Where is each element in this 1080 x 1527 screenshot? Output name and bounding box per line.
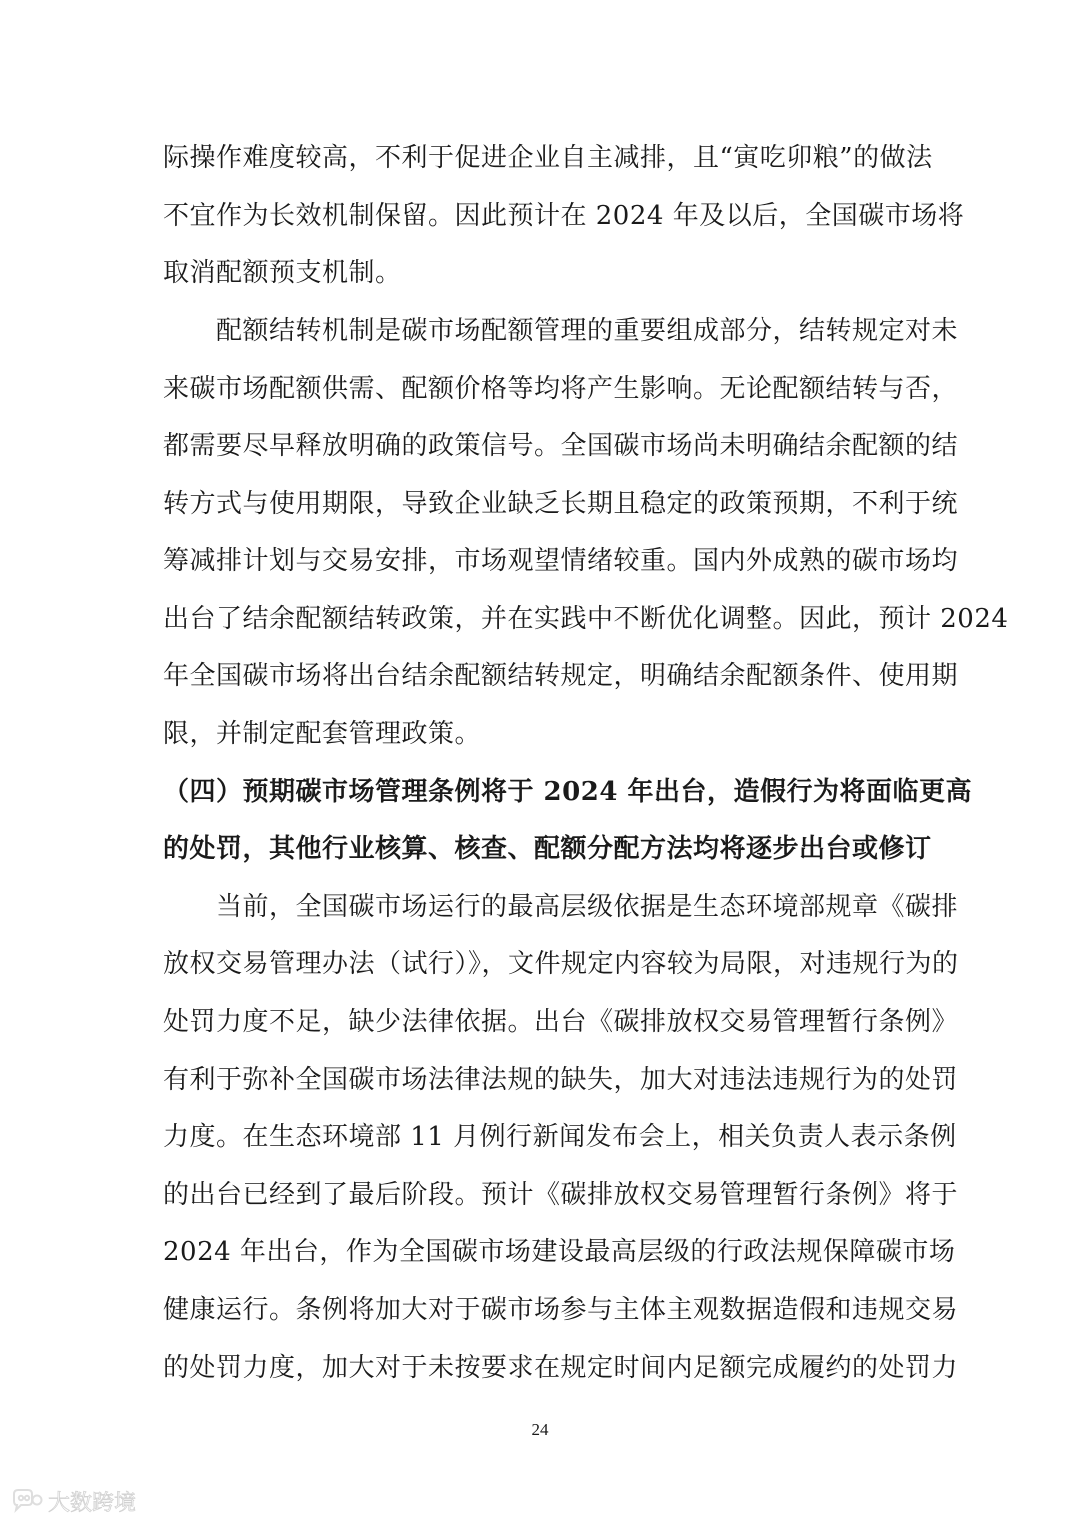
text-line: 配额结转机制是碳市场配额管理的重要组成部分，结转规定对未 xyxy=(216,316,959,346)
text-line: 2024 年出台，作为全国碳市场建设最高层级的行政法规保障碳市场 xyxy=(163,1237,956,1267)
text-line: 都需要尽早释放明确的政策信号。全国碳市场尚未明确结余配额的结 xyxy=(163,431,959,461)
text-line: 来碳市场配额供需、配额价格等均将产生影响。无论配额结转与否， xyxy=(163,374,959,404)
text-line: 健康运行。条例将加大对于碳市场参与主体主观数据造假和违规交易 xyxy=(163,1295,959,1325)
text-line: 筹减排计划与交易安排，市场观望情绪较重。国内外成熟的碳市场均 xyxy=(163,546,959,576)
watermark-text: 大数跨境 xyxy=(48,1491,137,1516)
text-line: 转方式与使用期限，导致企业缺乏长期且稳定的政策预期，不利于统 xyxy=(163,489,959,519)
text-line: 出台了结余配额结转政策，并在实践中不断优化调整。因此，预计 2024 xyxy=(163,604,1009,634)
chat-bubble-logo-icon xyxy=(14,1490,42,1510)
text-line: 的处罚力度，加大对于未按要求在规定时间内足额完成履约的处罚力 xyxy=(163,1353,959,1383)
section-heading-line: 的处罚，其他行业核算、核查、配额分配方法均将逐步出台或修订 xyxy=(163,834,932,864)
section-heading-line: （四）预期碳市场管理条例将于 2024 年出台，造假行为将面临更高 xyxy=(163,777,972,807)
text-line: 年全国碳市场将出台结余配额结转规定，明确结余配额条件、使用期 xyxy=(163,661,959,691)
text-line: 限，并制定配套管理政策。 xyxy=(163,719,482,749)
watermark xyxy=(8,1486,168,1520)
text-line: 际操作难度较高，不利于促进企业自主减排，且“寅吃卯粮”的做法 xyxy=(163,143,933,173)
text-line: 处罚力度不足，缺少法律依据。出台《碳排放权交易管理暂行条例》 xyxy=(163,1007,959,1037)
text-line: 有利于弥补全国碳市场法律法规的缺失，加大对违法违规行为的处罚 xyxy=(163,1065,959,1095)
text-line: 力度。在生态环境部 11 月例行新闻发布会上，相关负责人表示条例 xyxy=(163,1122,957,1152)
text-line: 的出台已经到了最后阶段。预计《碳排放权交易管理暂行条例》将于 xyxy=(163,1180,959,1210)
text-line: 不宜作为长效机制保留。因此预计在 2024 年及以后，全国碳市场将 xyxy=(163,201,965,231)
watermark-logo-svg xyxy=(8,1486,168,1520)
text-line: 放权交易管理办法（试行）》，文件规定内容较为局限，对违规行为的 xyxy=(163,949,959,979)
page-number: 24 xyxy=(531,1420,549,1439)
text-line: 取消配额预支机制。 xyxy=(163,258,402,288)
text-line: 当前，全国碳市场运行的最高层级依据是生态环境部规章《碳排 xyxy=(216,892,959,922)
